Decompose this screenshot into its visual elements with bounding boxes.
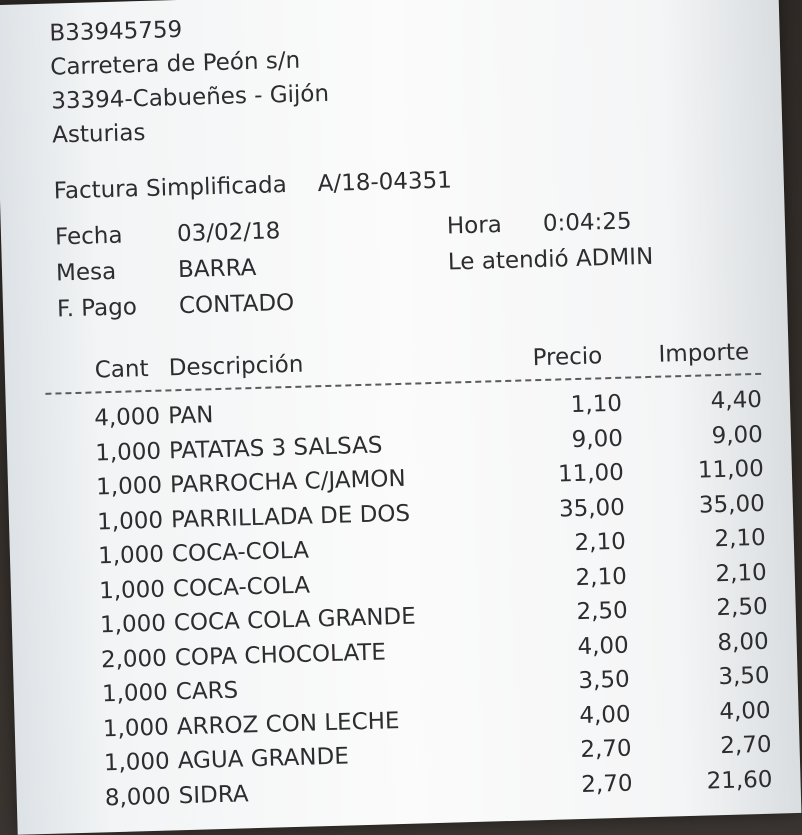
item-qty: 1,000 <box>96 507 164 535</box>
item-description: CARS <box>175 677 239 706</box>
table-label: Mesa <box>55 258 117 287</box>
item-price: 2,70 <box>580 770 633 798</box>
item-amount: 2,10 <box>714 524 767 553</box>
invoice-number: A/18-04351 <box>317 167 453 198</box>
payment-value: CONTADO <box>178 289 295 320</box>
item-amount: 35,00 <box>698 490 766 519</box>
date-value: 03/02/18 <box>176 218 281 248</box>
item-description: PAN <box>167 402 214 430</box>
item-description: COCA COLA GRANDE <box>173 603 417 637</box>
item-description: COPA CHOCOLATE <box>174 638 387 671</box>
item-qty: 4,000 <box>93 403 161 432</box>
time-value: 0:04:25 <box>542 208 632 237</box>
col-amount-header: Importe <box>658 339 750 368</box>
item-amount: 9,00 <box>711 421 764 449</box>
item-description: ARROZ CON LECHE <box>176 707 400 740</box>
item-amount: 4,40 <box>710 386 763 415</box>
item-amount: 3,50 <box>718 662 770 691</box>
item-price: 2,10 <box>575 563 628 591</box>
item-qty: 1,000 <box>95 472 163 501</box>
address-region: Asturias <box>51 119 146 149</box>
item-description: COCA-COLA <box>172 572 311 602</box>
item-qty: 2,000 <box>100 645 168 673</box>
item-amount: 2,10 <box>715 559 768 587</box>
served-by: Le atendió ADMIN <box>447 243 654 276</box>
table-value: BARRA <box>177 254 257 284</box>
col-qty-header: Cant <box>94 355 149 384</box>
item-amount: 11,00 <box>697 455 765 484</box>
item-qty: 8,000 <box>104 783 172 811</box>
item-price: 2,10 <box>574 528 627 557</box>
tax-id: B33945759 <box>49 16 183 47</box>
item-qty: 1,000 <box>102 714 170 742</box>
item-description: COCA-COLA <box>171 537 310 568</box>
item-amount: 4,00 <box>718 697 771 725</box>
item-price: 1,10 <box>570 390 623 419</box>
item-description: PARROCHA C/JAMON <box>169 465 406 499</box>
item-description: AGUA GRANDE <box>177 743 350 775</box>
address-city: 33394-Cabueñes - Gijón <box>50 80 330 115</box>
time-label: Hora <box>446 212 503 240</box>
item-amount: 21,60 <box>706 766 773 795</box>
col-price-header: Precio <box>532 343 603 372</box>
payment-label: F. Pago <box>56 294 138 323</box>
item-price: 2,50 <box>576 597 629 626</box>
date-label: Fecha <box>54 222 123 251</box>
address-street: Carretera de Peón s/n <box>49 47 301 81</box>
col-desc-header: Descripción <box>168 351 304 382</box>
item-price: 35,00 <box>558 494 626 523</box>
item-price: 9,00 <box>571 425 624 453</box>
item-qty: 1,000 <box>103 748 171 777</box>
item-amount: 2,50 <box>716 593 769 622</box>
item-description: PARRILLADA DE DOS <box>170 500 411 533</box>
item-qty: 1,000 <box>98 576 166 604</box>
item-price: 3,50 <box>578 666 631 695</box>
item-qty: 1,000 <box>101 679 169 708</box>
invoice-label: Factura Simplificada <box>53 172 288 205</box>
item-amount: 8,00 <box>717 628 769 656</box>
item-description: PATATAS 3 SALSAS <box>168 431 383 464</box>
item-qty: 1,000 <box>99 610 167 639</box>
item-qty: 1,000 <box>94 438 162 466</box>
item-price: 4,00 <box>577 632 630 660</box>
item-amount: 2,70 <box>719 731 772 760</box>
item-price: 11,00 <box>557 459 625 488</box>
item-qty: 1,000 <box>97 541 165 570</box>
item-price: 4,00 <box>579 701 631 729</box>
item-description: SIDRA <box>178 780 249 809</box>
item-price: 2,70 <box>580 735 632 764</box>
